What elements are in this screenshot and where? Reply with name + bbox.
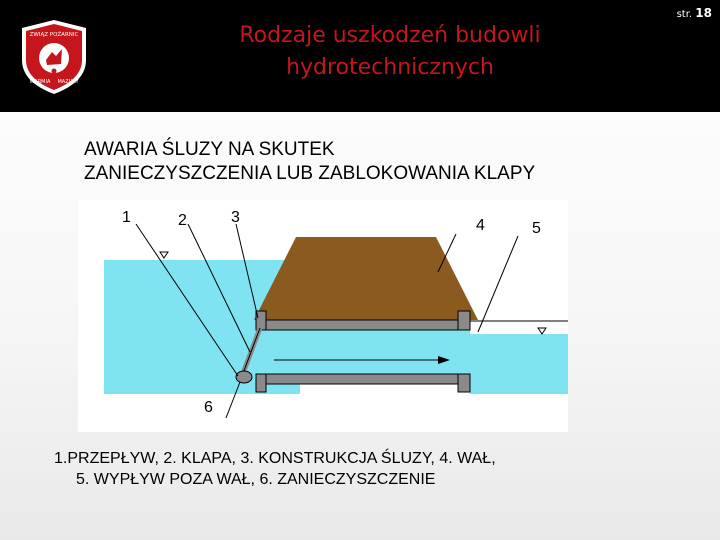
logo-bottom-left-text: WARMIA — [29, 79, 51, 85]
diagram-label-6: 6 — [204, 399, 213, 416]
diagram-caption-line-2: 5. WYPŁYW POZA WAŁ, 6. ZANIECZYSZCZENIE — [76, 471, 436, 488]
sluice-diagram — [78, 200, 568, 432]
logo-bottom-right-text: MAZURY — [57, 79, 79, 85]
downstream-water — [470, 334, 568, 394]
diagram-caption-line-1: 1.PRZEPŁYW, 2. KLAPA, 3. KONSTRUKCJA ŚLUZY, 4. WAŁ, — [54, 450, 496, 467]
culvert-top-flange-right — [458, 311, 470, 330]
diagram-label-1: 1 — [122, 209, 131, 226]
culvert-top-wall — [256, 320, 470, 330]
page-number-prefix: str. — [676, 9, 693, 20]
culvert-bottom-flange-left — [256, 374, 266, 392]
diagram-caption — [54, 448, 694, 490]
diagram-label-5: 5 — [532, 220, 541, 237]
page-number-value: 18 — [695, 6, 712, 20]
culvert-water — [258, 329, 470, 374]
section-heading-line-1: AWARIA ŚLUZY NA SKUTEK — [84, 139, 335, 160]
slide-title — [180, 20, 600, 84]
debris-blockage — [236, 371, 252, 383]
fire-union-logo — [14, 16, 94, 96]
leader-line-5 — [478, 236, 518, 332]
culvert-bottom-flange-right — [458, 374, 470, 392]
section-heading — [84, 138, 704, 186]
downstream-level-marker — [538, 328, 546, 334]
slide-title-line-2: hydrotechnicznych — [286, 55, 494, 80]
upstream-level-marker — [160, 252, 168, 258]
diagram-label-4: 4 — [476, 217, 485, 234]
embankment — [254, 237, 478, 320]
culvert-bottom-wall — [256, 374, 470, 384]
logo-top-text: ZWIĄZ POŻARNIC — [29, 32, 79, 38]
slide-title-line-1: Rodzaje uszkodzeń budowli — [239, 23, 541, 48]
section-heading-line-2: ZANIECZYSZCZENIA LUB ZABLOKOWANIA KLAPY — [84, 163, 536, 184]
diagram-label-3: 3 — [231, 209, 240, 226]
header-bar — [0, 0, 720, 112]
diagram-label-2: 2 — [178, 212, 187, 229]
page-number — [677, 6, 712, 20]
